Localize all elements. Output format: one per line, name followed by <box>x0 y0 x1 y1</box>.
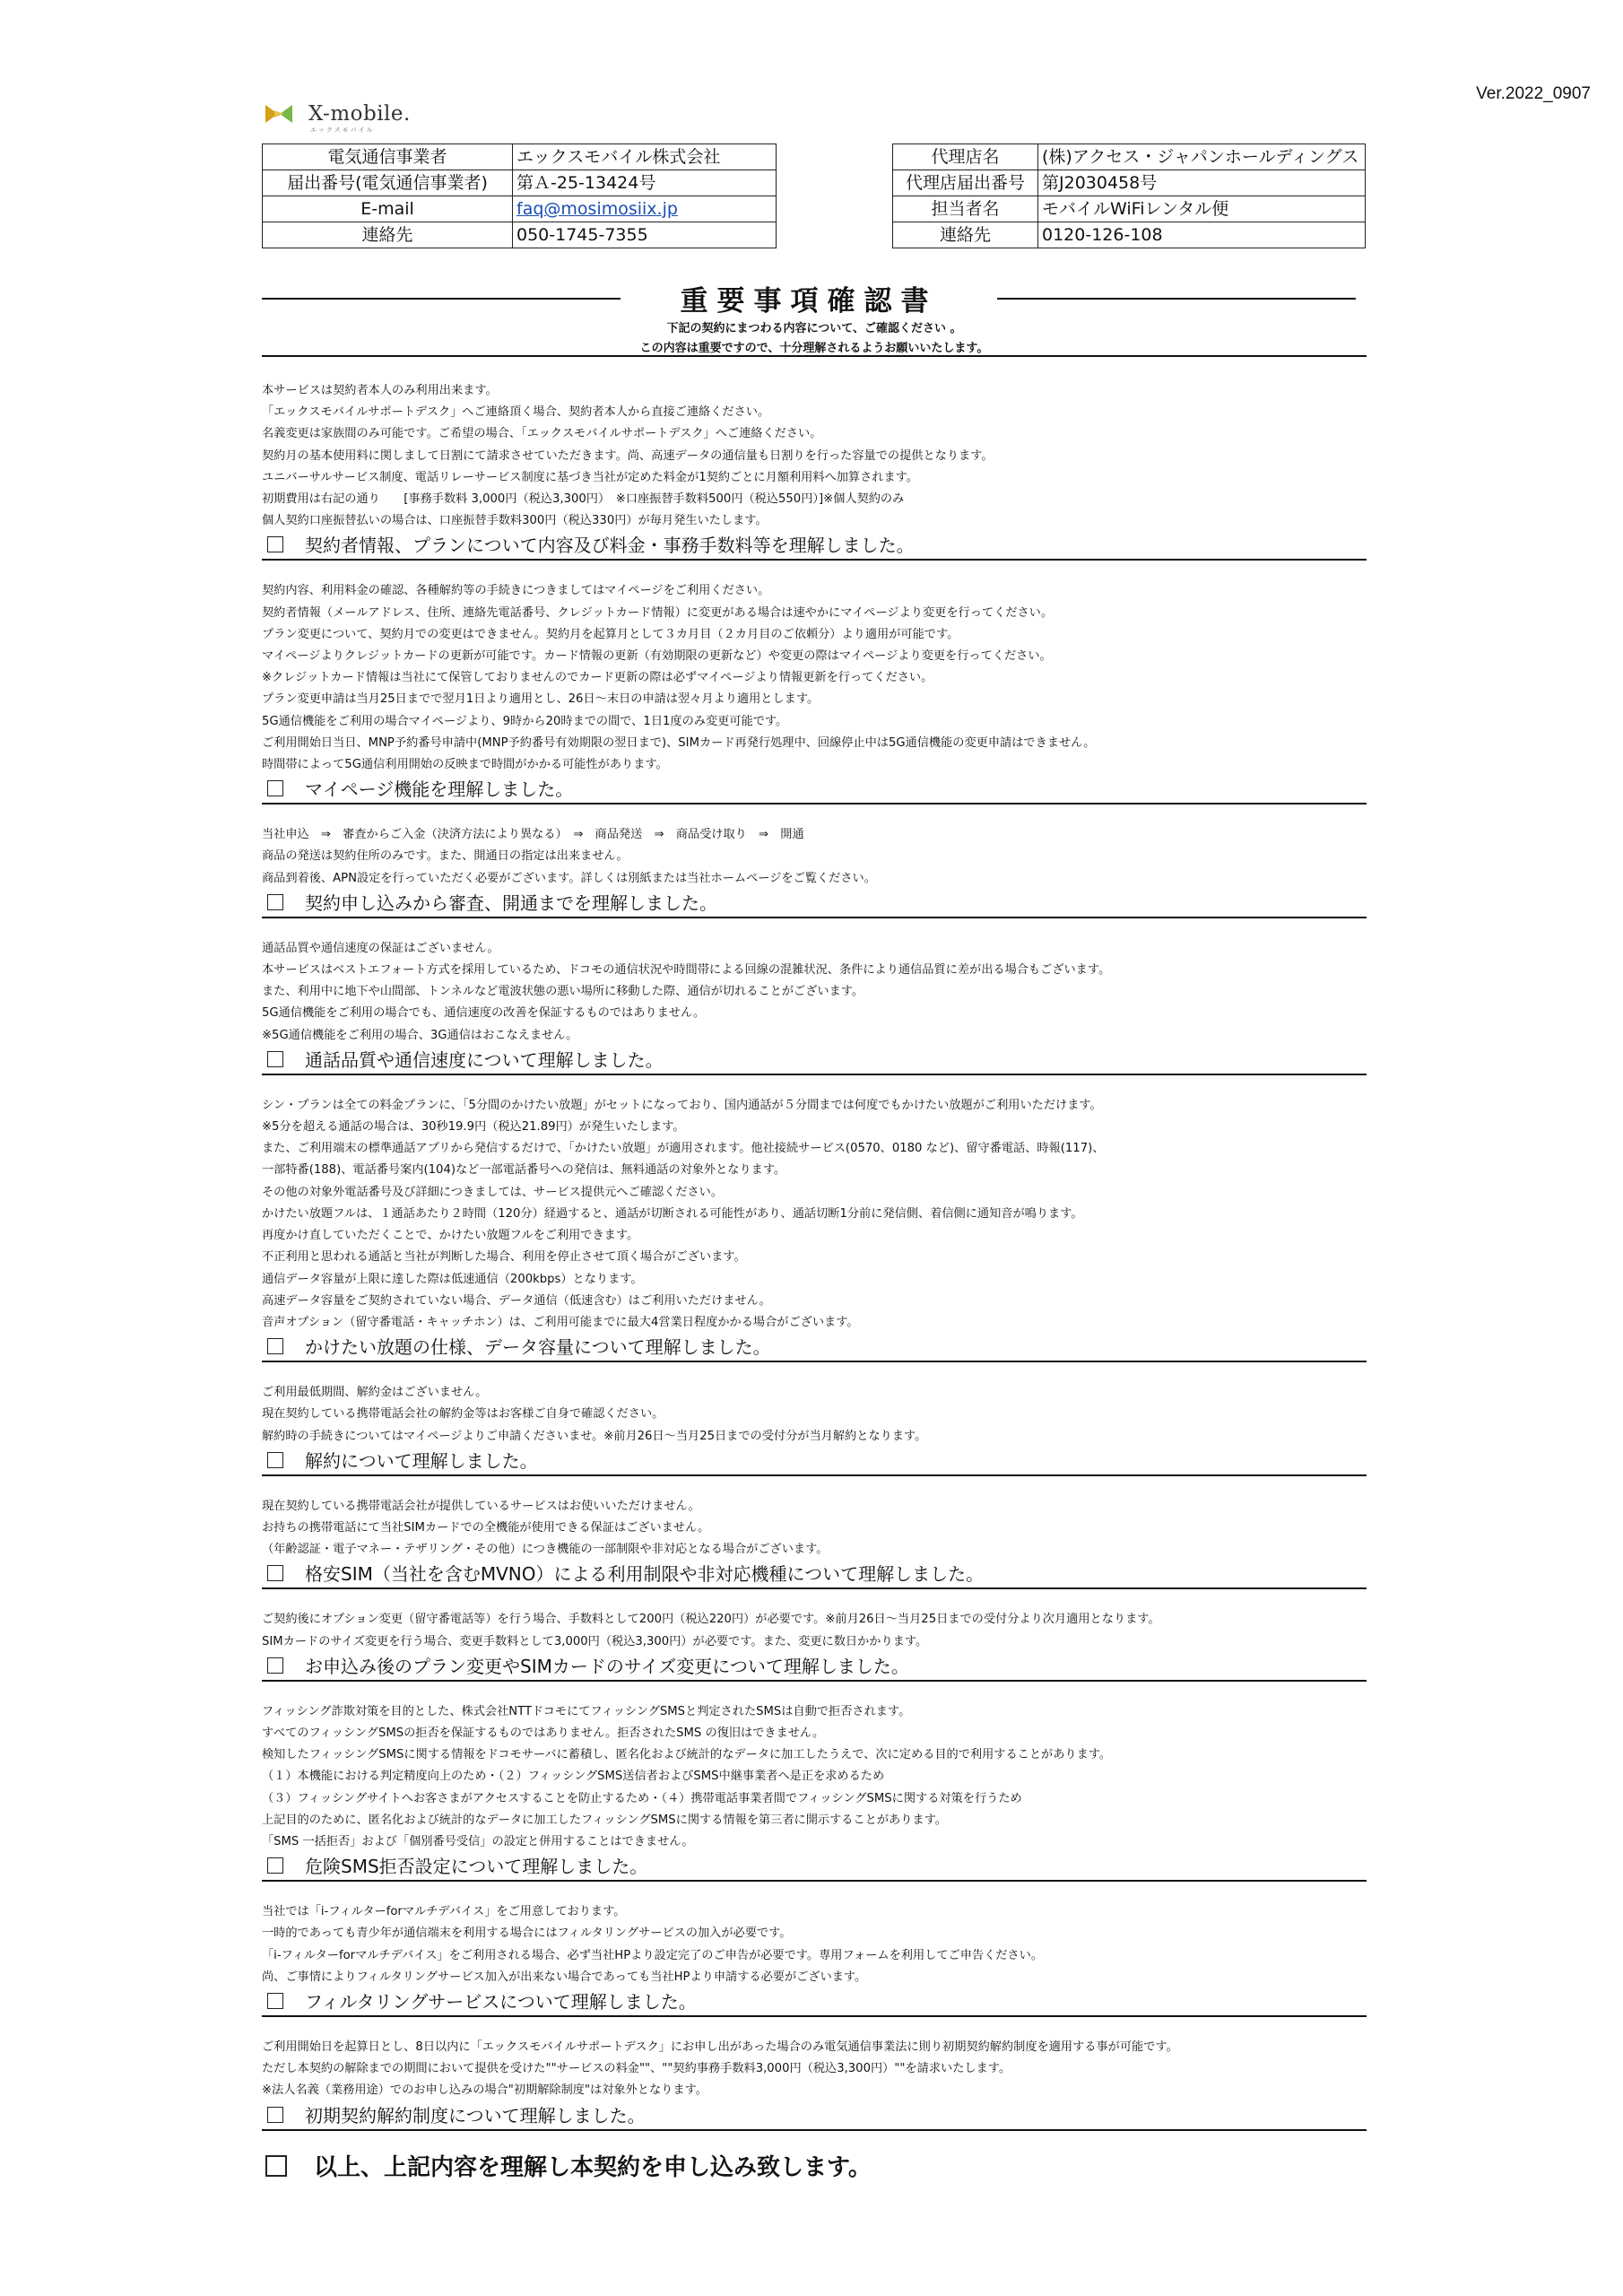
section-text-line: 商品の発送は契約住所のみです。また、開通日の指定は出来ません。 <box>262 849 629 864</box>
confirm-text: マイページ機能を理解しました。 <box>305 778 574 801</box>
confirm-text: 解約について理解しました。 <box>305 1449 538 1472</box>
section-text-line: 高速データ容量をご契約されていない場合、データ通信（低速含む）はご利用いただけません。 <box>262 1293 771 1308</box>
agency-name-label: 代理店名 <box>893 144 1038 170</box>
section-text-line: ご契約後にオプション変更（留守番電話等）を行う場合、手数料として200円（税込220円）が必要です。※前月26日～当月25日までの受付分より次月適用となります。 <box>262 1613 1160 1627</box>
section-text-line: 一時的であっても青少年が通信端末を利用する場合にはフィルタリングサービスの加入が必要です。 <box>262 1926 792 1941</box>
section-text-line: 商品到着後、APN設定を行っていただく必要がございます。詳しくは別紙または当社ホームページをご覧ください。 <box>262 871 876 885</box>
carrier-label: 電気通信事業者 <box>263 144 513 170</box>
confirm-row <box>262 1448 1367 1476</box>
table-row <box>893 222 1366 248</box>
section-text-line: ※法人名義（業務用途）でのお申し込みの場合"初期解除制度"は対象外となります。 <box>262 2083 707 2098</box>
section-text-line: 本サービスは契約者本人のみ利用出来ます。 <box>262 384 498 397</box>
confirm-text: かけたい放題の仕様、データ容量について理解しました。 <box>305 1336 771 1359</box>
section-text-line: ※クレジットカード情報は当社にて保管しておりませんのでカード更新の際は必ずマイページより情報更新を行ってください。 <box>262 671 933 685</box>
confirm-row <box>262 1653 1367 1682</box>
agency-number-label: 代理店届出番号 <box>893 170 1038 196</box>
table-row <box>893 196 1366 222</box>
checkbox[interactable] <box>265 2155 287 2177</box>
section-text-line: 音声オプション（留守番電話・キャッチホン）は、ご利用可能までに最大4営業日程度かかる場合がございます。 <box>262 1315 859 1329</box>
agency-contact-value: 0120-126-108 <box>1038 222 1366 248</box>
confirm-text: 契約者情報、プランについて内容及び料金・事務手数料等を理解しました。 <box>305 535 915 557</box>
email-link[interactable]: faq@mosimosiix.jp <box>516 199 678 219</box>
section-text-line: 契約者情報（メールアドレス、住所、連絡先電話番号、クレジットカード情報）に変更がある場合は速やかにマイページより変更を行ってください。 <box>262 605 1054 620</box>
section-text-line: また、ご利用端末の標準通話アプリから発信するだけで、「かけたい放題」が適用されます。他社接続サービス(0570、0180 など)、留守番電話、時報(117)、 <box>262 1142 1105 1156</box>
section-text-line: 5G通信機能をご利用の場合でも、通信速度の改善を保証するものではありません。 <box>262 1006 706 1021</box>
confirm-row <box>262 1561 1367 1589</box>
section-text-line: ※5分を超える通話の場合は、30秒19.9円（税込21.89円）が発生いたします。 <box>262 1120 685 1135</box>
confirm-text: 契約申し込みから審査、開通までを理解しました。 <box>305 891 717 914</box>
carrier-value: エックスモバイル株式会社 <box>513 144 777 170</box>
checkbox[interactable] <box>267 1051 283 1067</box>
checkbox[interactable] <box>267 1565 283 1581</box>
section-text-line: 一部特番(188)、電話番号案内(104)など一部電話番号への発信は、無料通話の対象外となります。 <box>262 1163 786 1178</box>
section-text-line: 契約内容、利用料金の確認、各種解約等の手続きにつきましてはマイページをご利用ください。 <box>262 584 770 598</box>
confirm-row <box>262 776 1367 804</box>
document-title: 重要事項確認書 <box>680 285 938 317</box>
checkbox[interactable] <box>267 894 283 910</box>
section-text-line: 通信データ容量が上限に達した際は低速通信（200kbps）となります。 <box>262 1272 643 1286</box>
table-row <box>263 196 777 222</box>
section-text-line: 上記目的のために、匿名化および統計的なデータに加工したフィッシングSMSに関する情報を第三者に開示することがあります。 <box>262 1813 947 1827</box>
section-text-line: 通話品質や通信速度の保証はございません。 <box>262 941 499 955</box>
confirm-text: 格安SIM（当社を含むMVNO）による利用制限や非対応機種について理解しました。 <box>305 1563 985 1586</box>
email-cell <box>513 196 777 222</box>
section-text-line: また、利用中に地下や山間部、トンネルなど電波状態の悪い場所に移動した際、通信が切れることがございます。 <box>262 985 864 999</box>
logo-subtext: エックスモバイル <box>310 126 375 134</box>
checkbox[interactable] <box>267 1452 283 1468</box>
title-rule-right <box>997 298 1356 300</box>
section <box>262 2037 1367 2131</box>
section-text-line: お持ちの携帯電話にて当社SIMカードでの全機能が使用できる保証はございません。 <box>262 1520 710 1535</box>
confirm-row <box>262 2102 1367 2131</box>
final-confirm-text: 以上、上記内容を理解し本契約を申し込み致します。 <box>314 2154 872 2181</box>
section-text-line: 「SMS 一括拒否」および「個別番号受信」の設定と併用することはできません。 <box>262 1834 694 1848</box>
section-text-line: 再度かけ直していただくことで、かけたい放題フルをご利用できます。 <box>262 1229 639 1243</box>
section-text-line: かけたい放題フルは、１通話あたり２時間（120分）経過すると、通話が切断される可能性があり、通話切断1分前に発信側、着信側に通知音が鳴ります。 <box>262 1206 1083 1221</box>
version-label: Ver.2022_0907 <box>1476 84 1591 103</box>
confirm-row <box>262 1334 1367 1362</box>
checkbox[interactable] <box>267 1993 283 2009</box>
confirm-row <box>262 1047 1367 1075</box>
section-text-line: ご利用開始日を起算日とし、8日以内に「エックスモバイルサポートデスク」にお申し出があった場合のみ電気通信事業法に則り初期契約解約制度を適用する事が可能です。 <box>262 2039 1178 2054</box>
section-text-line: 本サービスはベストエフォート方式を採用しているため、ドコモの通信状況や時間帯による回線の混雑状況、条件により通信品質に差が出る場合もございます。 <box>262 963 1111 978</box>
section-text-line: （１）本機能における判定精度向上のため・（２）フィッシングSMS送信者およびSMS中継事業者へ是正を求めるため <box>262 1770 885 1784</box>
section-text-line: （３）フィッシングサイトへお客さまがアクセスすることを防止するため・（４）携帯電話事業者間でフィッシングSMSに関する対策を行うため <box>262 1791 1022 1805</box>
section-text-line: プラン変更申請は当月25日までで翌月1日より適用とし、26日～末日の申請は翌々月より適用とします。 <box>262 692 820 707</box>
confirm-text: フィルタリングサービスについて理解しました。 <box>305 1990 697 2013</box>
section-text-line: 現在契約している携帯電話会社が提供しているサービスはお使いいただけません。 <box>262 1499 700 1513</box>
checkbox[interactable] <box>267 2107 283 2123</box>
staff-label: 担当者名 <box>893 196 1038 222</box>
section <box>262 580 1367 804</box>
section-text-line: プラン変更について、契約月での変更はできません。契約月を起算月として３カ月目（２カ月目のご依頼分）より適用が可能です。 <box>262 627 959 641</box>
section-text-line: すべてのフィッシングSMSの拒否を保証するものではありません。拒否されたSMS の復旧はできません。 <box>262 1726 825 1740</box>
section-text-line: （年齢認証・電子マネー・テザリング・その他）につき機能の一部制限や非対応となる場合がございます。 <box>262 1543 829 1557</box>
section-text-line: 解約時の手続きについてはマイページよりご申請くださいませ。※前月26日～当月25日までの受付分が当月解約となります。 <box>262 1429 927 1443</box>
agency-number-value: 第J2030458号 <box>1038 170 1366 196</box>
confirm-row <box>262 1988 1367 2017</box>
table-row <box>893 144 1366 170</box>
section-text-line: 当社申込 ⇒ 審査からご入金（決済方法により異なる） ⇒ 商品発送 ⇒ 商品受け取り ⇒ 開通 <box>262 828 804 842</box>
staff-value: モバイルWiFiレンタル便 <box>1038 196 1366 222</box>
section-text-line: ご利用最低期間、解約金はございません。 <box>262 1386 488 1400</box>
section <box>262 1382 1367 1476</box>
section-text-line: 「i-フィルターforマルチデバイス」をご利用される場合、必ず当社HPより設定完了のご申告が必要です。専用フォームを利用してご申告ください。 <box>262 1948 1044 1962</box>
checkbox[interactable] <box>267 1657 283 1674</box>
section-text-line: 尚、ご事情によりフィルタリングサービス加入が出来ない場合であっても当社HPより申請する必要がございます。 <box>262 1970 867 1984</box>
section-text-line: 5G通信機能をご利用の場合マイページより、9時から20時までの間で、1日1度のみ変更可能です。 <box>262 714 788 728</box>
section-text-line: フィッシング詐欺対策を目的とした、株式会社NTTドコモにてフィッシングSMSと判定されたSMSは自動で拒否されます。 <box>262 1704 911 1718</box>
title-header <box>262 278 1356 317</box>
subtitle-1: 下記の契約にまつわる内容について、ご確認ください 。 <box>666 322 962 335</box>
table-row <box>893 170 1366 196</box>
section-text-line: 名義変更は家族間のみ可能です。ご希望の場合、「エックスモバイルサポートデスク」へご連絡ください。 <box>262 427 822 441</box>
section-text-line: 時間帯によって5G通信利用開始の反映まで時間がかかる可能性があります。 <box>262 758 668 772</box>
section-text-line: 当社では「i-フィルターforマルチデバイス」をご用意しております。 <box>262 1905 626 1919</box>
sections-container <box>262 380 1367 2151</box>
table-row <box>263 222 777 248</box>
section-text-line: シン・プランは全ての料金プランに、「5分間のかけたい放題」がセットになっており、国内通話が５分間までは何度でもかけたい放題がご利用いただけます。 <box>262 1098 1102 1112</box>
confirm-row <box>262 890 1367 918</box>
contact-label: 連絡先 <box>263 222 513 248</box>
section-text-line: 契約月の基本使用料に関しまして日割にて請求させていただきます。尚、高速データの通信量も日割りを行った容量での提供となります。 <box>262 448 994 463</box>
confirm-row <box>262 532 1367 561</box>
contact-value: 050-1745-7355 <box>513 222 777 248</box>
section-text-line: 「エックスモバイルサポートデスク」へご連絡頂く場合、契約者本人から直接ご連絡ください。 <box>262 405 770 420</box>
section-text-line: 初期費用は右記の通り [事務手数料 3,000円（税込3,300円） ※口座振替手数料500円（税込550円）]※個人契約のみ <box>262 492 905 507</box>
email-label: E-mail <box>263 196 513 222</box>
section-text-line: ※5G通信機能をご利用の場合、3G通信はおこなえません。 <box>262 1028 578 1042</box>
title-underline <box>262 355 1367 357</box>
section-text-line: 検知したフィッシングSMSに関する情報をドコモサーバに蓄積し、匿名化および統計的なデータに加工したうえで、次に定める目的で利用することがあります。 <box>262 1748 1112 1762</box>
agency-contact-label: 連絡先 <box>893 222 1038 248</box>
section <box>262 1496 1367 1590</box>
section-text-line: 個人契約口座振替払いの場合は、口座振替手数料300円（税込330円）が毎月発生いたします。 <box>262 514 768 528</box>
table-row <box>263 144 777 170</box>
logo-text: X-mobile. <box>308 102 411 126</box>
section-text-line: ユニバーサルサービス制度、電話リレーサービス制度に基づき当社が定めた料金が1契約ごとに月額利用料へ加算されます。 <box>262 470 918 484</box>
section-text-line: その他の対象外電話番号及び詳細につきましては、サービス提供元へご確認ください。 <box>262 1185 724 1199</box>
confirm-text: 初期契約解約制度について理解しました。 <box>305 2104 646 2126</box>
section <box>262 1609 1367 1681</box>
confirm-text: 通話品質や通信速度について理解しました。 <box>305 1048 664 1071</box>
registration-label: 届出番号(電気通信事業者) <box>263 170 513 196</box>
section-text-line: マイページよりクレジットカードの更新が可能です。カード情報の更新（有効期限の更新など）や変更の際はマイページより変更を行ってください。 <box>262 649 1052 664</box>
section-text-line: ただし本契約の解除までの期間において提供を受けた""サービスの料金""、""契約事務手数料3,000円（税込3,300円）""を請求いたします。 <box>262 2062 1011 2076</box>
agency-info-table <box>892 144 1366 248</box>
section-text-line: 現在契約している携帯電話会社の解約金等はお客様ご自身で確認ください。 <box>262 1407 664 1422</box>
confirm-text: お申込み後のプラン変更やSIMカードのサイズ変更について理解しました。 <box>305 1655 909 1677</box>
section <box>262 1095 1367 1362</box>
section-text-line: ご利用開始日当日、MNP予約番号申請中(MNP予約番号有効期限の翌日まで)、SIMカード再発行処理中、回線停止中は5G通信機能の変更申請はできません。 <box>262 735 1096 750</box>
agency-name-value: (株)アクセス・ジャパンホールディングス <box>1038 144 1366 170</box>
section-text-line: SIMカードのサイズ変更を行う場合、変更手数料として3,000円（税込3,300円）が必要です。また、変更に数日かかります。 <box>262 1634 928 1648</box>
checkbox[interactable] <box>267 536 283 552</box>
section-text-line: 不正利用と思われる通話と当社が判断した場合、利用を停止させて頂く場合がございます。 <box>262 1250 746 1265</box>
section <box>262 824 1367 918</box>
final-confirmation <box>265 2149 872 2182</box>
checkbox[interactable] <box>267 1857 283 1874</box>
checkbox[interactable] <box>267 1338 283 1354</box>
logo-mark-icon <box>265 103 301 125</box>
section <box>262 938 1367 1075</box>
registration-value: 第Ａ-25-13424号 <box>513 170 777 196</box>
xmobile-logo <box>265 102 411 126</box>
subtitle-2: この内容は重要ですので、十分理解されるようお願いいたします。 <box>639 342 989 355</box>
carrier-info-table <box>262 144 777 248</box>
section <box>262 1901 1367 2017</box>
confirm-text: 危険SMS拒否設定について理解しました。 <box>305 1856 648 1878</box>
section <box>262 1701 1367 1882</box>
confirm-row <box>262 1853 1367 1882</box>
table-row <box>263 170 777 196</box>
section <box>262 380 1367 561</box>
checkbox[interactable] <box>267 780 283 796</box>
